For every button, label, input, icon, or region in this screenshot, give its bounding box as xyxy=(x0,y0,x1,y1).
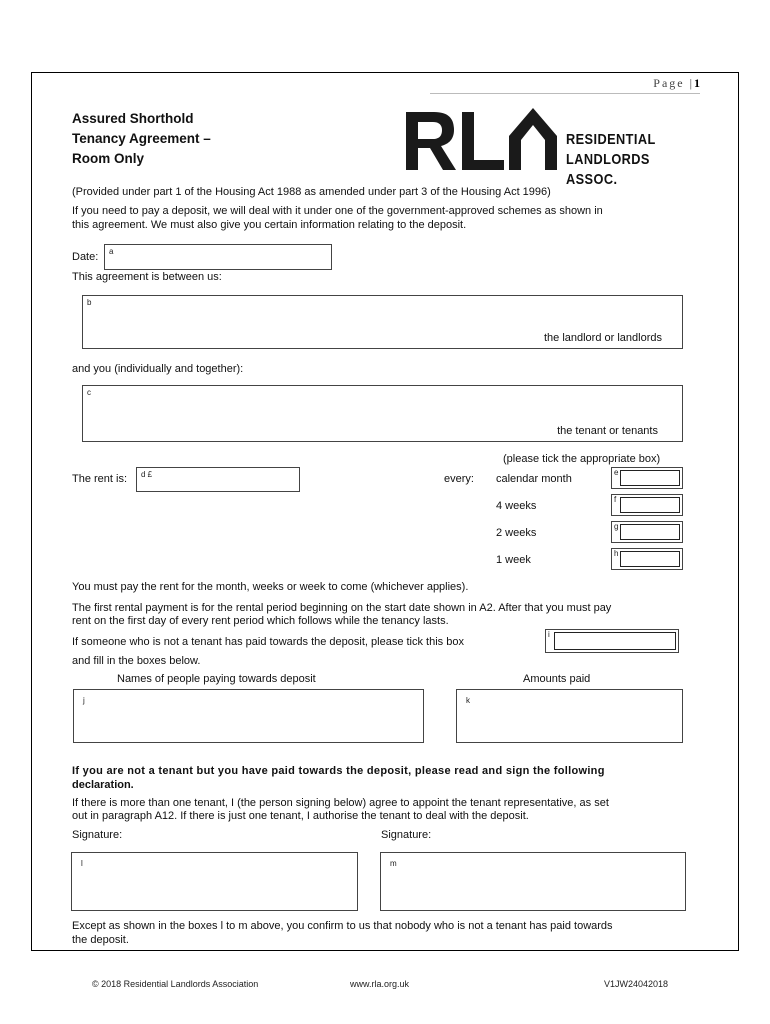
every-label: every: xyxy=(444,473,474,485)
1-week-checkbox[interactable]: h xyxy=(611,548,683,570)
option-2-weeks-label: 2 weeks xyxy=(496,527,537,539)
depositor-names-field[interactable]: j xyxy=(73,689,424,743)
footer-version: V1JW24042018 xyxy=(604,979,669,989)
except-line1: Except as shown in the boxes l to m above, you confirm to us that nobody who is not a tenant has paid towards xyxy=(72,920,613,932)
first-payment-line1: The first rental payment is for the rental period beginning on the start date shown in A2. After that you must pay xyxy=(72,602,612,614)
rent-label: The rent is: xyxy=(72,473,128,485)
declaration-heading-line1: If you are not a tenant but you have paid towards the deposit, please read and sign the following xyxy=(72,765,605,777)
deposit-info-line1: If you need to pay a deposit, we will deal with it under one of the government-approved schemes as shown in xyxy=(72,205,603,217)
except-line2: the deposit. xyxy=(72,934,129,946)
calendar-month-checkbox[interactable]: e xyxy=(611,467,683,489)
landlord-caption: the landlord or landlords xyxy=(543,332,662,344)
footer-url[interactable]: www.rla.org.uk xyxy=(350,979,410,989)
4-weeks-checkbox[interactable]: f xyxy=(611,494,683,516)
signature-field-1[interactable]: l xyxy=(71,852,358,911)
header-rule xyxy=(430,93,700,94)
landlord-field[interactable]: b the landlord or landlords xyxy=(82,295,683,349)
tenant-caption: the tenant or tenants xyxy=(557,425,658,437)
first-payment-line2: rent on the first day of every rent period which follows while the tenancy lasts. xyxy=(72,615,449,627)
provided-under-text: (Provided under part 1 of the Housing Act 1988 as amended under part 3 of the Housing Act 1996) xyxy=(72,186,551,198)
option-calendar-month-label: calendar month xyxy=(496,473,572,485)
names-header: Names of people paying towards deposit xyxy=(117,673,316,685)
signature-field-2[interactable]: m xyxy=(380,852,686,911)
signature-label-1: Signature: xyxy=(72,829,123,841)
tenant-field[interactable]: c the tenant or tenants xyxy=(82,385,683,442)
agreement-between-text: This agreement is between us: xyxy=(72,271,222,283)
pay-rent-text: You must pay the rent for the month, weeks or week to come (whichever applies). xyxy=(72,581,469,593)
amounts-paid-field[interactable]: k xyxy=(456,689,683,743)
amounts-header: Amounts paid xyxy=(523,673,591,685)
nontenant-checkbox[interactable]: i xyxy=(545,629,679,653)
logo-text: RESIDENTIAL LANDLORDS ASSOC. xyxy=(566,131,656,188)
declaration-line2: out in paragraph A12. If there is just one tenant, I authorise the tenant to deal with the deposit. xyxy=(72,810,529,822)
tick-hint: (please tick the appropriate box) xyxy=(503,453,661,465)
signature-label-2: Signature: xyxy=(381,829,432,841)
date-label: Date: xyxy=(72,251,99,263)
option-4-weeks-label: 4 weeks xyxy=(496,500,537,512)
nontenant-line2: and fill in the boxes below. xyxy=(72,655,201,667)
deposit-info-line2: this agreement. We must also give you certain information relating to the deposit. xyxy=(72,219,467,231)
declaration-line1: If there is more than one tenant, I (the person signing below) agree to appoint the tenant representative, as set xyxy=(72,797,609,809)
document-title: Assured Shorthold Tenancy Agreement – Room Only xyxy=(72,111,211,166)
you-text: and you (individually and together): xyxy=(72,363,244,375)
date-field[interactable]: a xyxy=(104,244,332,270)
option-1-week-label: 1 week xyxy=(496,554,531,566)
2-weeks-checkbox[interactable]: g xyxy=(611,521,683,543)
declaration-heading-line2: declaration. xyxy=(72,779,134,791)
nontenant-line1: If someone who is not a tenant has paid towards the deposit, please tick this box xyxy=(72,636,464,648)
page-number: Page |1 xyxy=(653,76,700,90)
rla-logo xyxy=(404,106,704,188)
footer-copyright: © 2018 Residential Landlords Association xyxy=(92,979,259,989)
rent-amount-field[interactable]: d £ xyxy=(136,467,300,492)
